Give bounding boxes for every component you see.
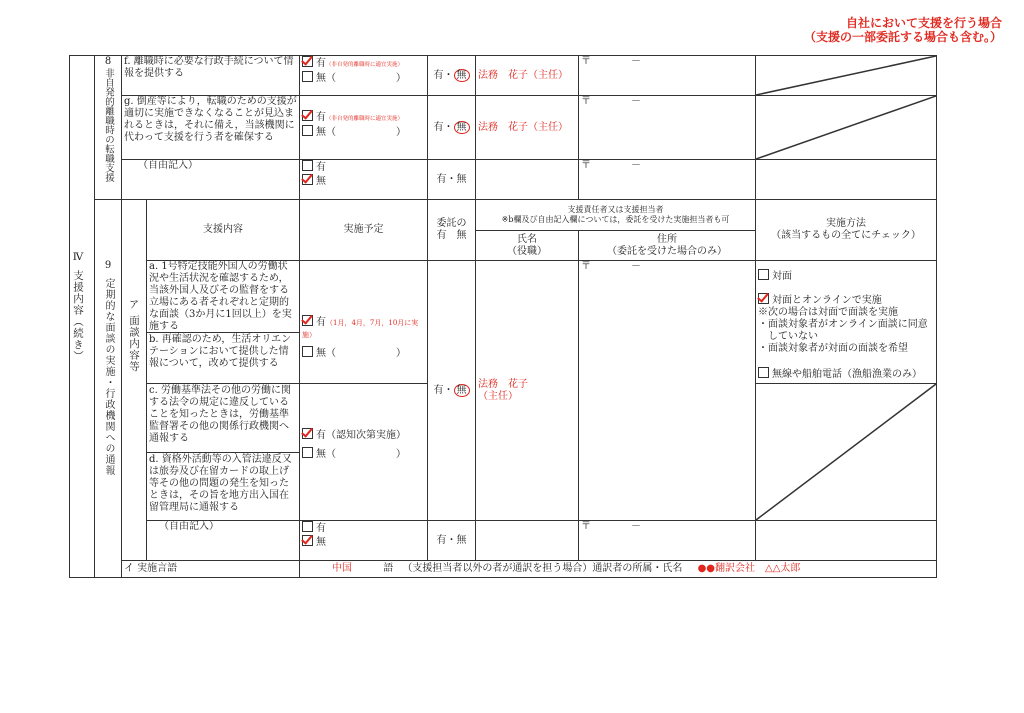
s8-g-text: g. 倒産等により，転職のための支援が適切に実施できなくなることが見込まれるときは，それに備え，当該機関に代わって支援を行う者を確保する [122,96,300,160]
no-label: 無（ [316,127,336,138]
circled-no: 無 [454,384,470,397]
s9-cd-method-struck [756,384,937,521]
s9-d-text: d. 資格外活動等の入管法違反又は旅券及び在留カードの取上げ等その他の問題の発生を知ったときは，その旨を地方出入国在留管理局に通報する [149,454,292,513]
hdr-method: 実施方法 （該当するもの全てにチェック） [756,200,937,261]
yes-note: （非自発的離職時に適宜実施） [326,116,404,122]
s9-c-text: c. 労働基準法その他の労働に関する法令の規定に違反していることを知ったときは，労働基準監督署その他の関係行政機関へ通報する [147,384,299,453]
s8-free-itaku: 有・無 [428,160,476,200]
section-title: 支援内容（続き） [72,270,84,362]
header-note [804,16,1002,44]
hdr-itaku: 委託の 有 無 [428,200,476,261]
s8-cell [95,56,122,200]
lang-row [300,561,937,578]
checkbox-radio[interactable] [758,367,769,378]
circled-no: 無 [454,121,470,134]
no-close: ） [396,449,406,460]
itaku-yes: 有・ [433,70,454,81]
method-face-label: 対面 [772,271,792,282]
s8-free-name [476,160,579,200]
yes-label: 有 [316,58,326,69]
s8-g-itaku [428,96,476,160]
checkbox-no[interactable] [302,346,313,357]
s8-f-method-struck [756,56,937,96]
s8-free-addr: 〒 － [579,160,756,200]
itaku-yes: 有・ [433,385,454,396]
diagonal-strike [756,384,936,520]
s9-ab-plan [300,261,428,384]
method-online-label: 対面とオンラインで実施 [772,295,882,306]
yes-label: 有 [316,317,326,328]
checkbox-yes-checked[interactable] [302,56,313,67]
checkbox-no-checked[interactable] [302,174,313,185]
no-close: ） [396,348,406,359]
yes-note: （1月，4月，7月，10月に実施） [302,319,419,339]
method-radio [758,367,934,381]
hdr-addr: 住所 （委託を受けた場合のみ） [579,231,756,261]
checkbox-no[interactable] [302,71,313,82]
hdr-resp-title: 支援責任者又は支援担当者 [567,205,664,214]
s9-a-cell [122,200,147,561]
s9-free-addr: 〒 － [579,521,756,561]
s8-num: 8 [104,56,112,67]
circled-no: 無 [454,69,470,82]
s9-a-text: a. 1号特定技能外国人の労働状況や生活状況を確認するため，当該外国人及びその監督をする立場にある者それぞれと定期的な面談（3か月に1回以上）を実施する [147,261,299,333]
section-num: Ⅳ [72,251,84,264]
s9-name: 法務 花子 （主任） [476,261,579,521]
no-label: 無（ [316,348,336,359]
s8-free-text: （自由記入） [122,160,300,200]
diagonal-strike [756,96,936,159]
no-close: ） [396,73,406,84]
s9-addr: 〒 － [579,261,756,521]
no-label: 無（ [316,73,336,84]
header-line1: 自社において支援を行う場合 [845,16,1002,30]
checkbox-yes[interactable] [302,521,313,532]
no-close: ） [396,127,406,138]
lang-value: 中国 [332,563,352,574]
yes-label: 有 [316,162,326,173]
s9-methods [756,261,937,384]
checkbox-no-checked[interactable] [302,535,313,546]
s9-free-text: （自由記入） [147,521,300,561]
s9-free-name [476,521,579,561]
checkbox-no[interactable] [302,125,313,136]
method-radio-label: 無線や船舶電話（漁船漁業のみ） [772,369,922,380]
checkbox-yes-checked[interactable] [302,110,313,121]
checkbox-yes-checked[interactable] [302,315,313,326]
s9-free-itaku: 有・無 [428,521,476,561]
checkbox-face[interactable] [758,269,769,280]
lang-label: イ 実施言語 [122,561,300,578]
s8-f-itaku [428,56,476,96]
s8-f-text: f. 離職時に必要な行政手続について情報を提供する [122,56,300,96]
hdr-resp [476,200,756,231]
yes-note: （非自発的離職時に適宜実施） [326,62,404,68]
checkbox-yes-checked[interactable] [302,428,313,439]
diagonal-strike [756,56,936,95]
s9-num: 9 [104,260,112,271]
s9-a-label: ア [129,300,139,311]
lang-suffix: 語 [383,563,394,574]
hdr-content: 支援内容 [147,200,300,261]
hdr-plan: 実施予定 [300,200,428,261]
s9-ab-text [147,261,300,384]
s8-free-method [756,160,937,200]
s9-free-method [756,521,937,561]
s8-g-name: 法務 花子（主任） [476,96,579,160]
yes-label: 有 [316,523,326,534]
s8-g-addr: 〒 － [579,96,756,160]
no-label: 無 [316,537,326,548]
s9-title: 定期的な面談の実施・行政機関への通報 [103,278,114,476]
hdr-name: 氏名 （役職） [476,231,579,261]
s8-g-method-struck [756,96,937,160]
yes-label: 有（認知次第実施） [316,430,406,441]
method-face [758,269,934,283]
checkbox-online-checked[interactable] [758,293,769,304]
s9-cd-plan [300,384,428,521]
s8-g-plan [300,96,428,160]
checkbox-yes[interactable] [302,160,313,171]
s9-cell [95,200,122,578]
s8-f-plan [300,56,428,96]
support-form-table [69,55,937,578]
no-label: 無（ [316,449,336,460]
header-line2: （支援の一部委託する場合も含む。） [803,30,1002,44]
interpreter-value: ●●翻訳会社 △△太郎 [697,563,801,574]
s8-f-name: 法務 花子（主任） [476,56,579,96]
section-iv-cell [70,56,95,578]
s9-a-title: 面談内容等 [128,315,140,373]
method-online [758,293,934,307]
s8-title: 非自発的離職時の転職支援 [103,68,114,182]
s9-cd-text [147,384,300,521]
s8-f-addr: 〒 － [579,56,756,96]
lang-note: （支援担当者以外の者が通訳を担う場合）通訳者の所属・氏名 [402,563,683,574]
s9-b-text: b. 再確認のため，生活オリエンテーションにおいて提供した情報について，改めて提供する [149,334,292,369]
method-bullet-1: ・面談対象者がオンライン面談に同意していない [758,319,928,342]
no-label: 無 [316,176,326,187]
s8-free-plan [300,160,428,200]
method-bullet-2: ・面談対象者が対面の面談を希望 [758,343,908,354]
s9-free-plan [300,521,428,561]
checkbox-no[interactable] [302,447,313,458]
method-note: ※次の場合は対面で面談を実施 [758,307,898,318]
yes-label: 有 [316,112,326,123]
itaku-yes: 有・ [433,122,454,133]
hdr-resp-note: ※b欄及び自由記入欄については，委託を受けた実施担当者も可 [501,215,730,224]
s9-itaku [428,261,476,521]
